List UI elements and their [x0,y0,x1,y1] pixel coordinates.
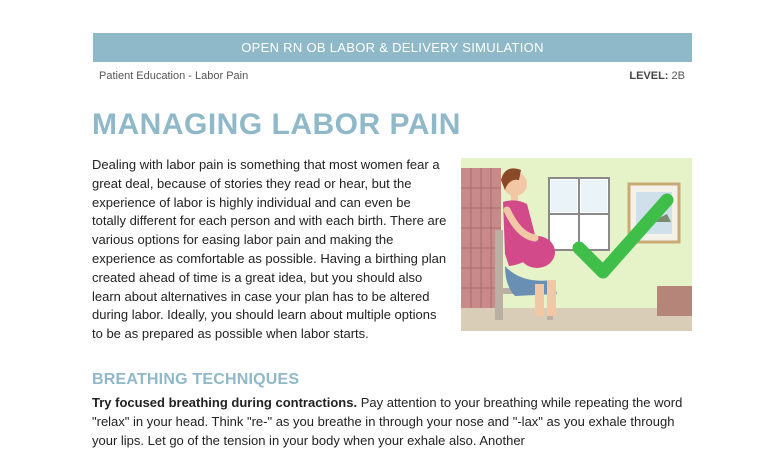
breathing-lead-sentence: Try focused breathing during contractions. [92,395,358,410]
level-label: LEVEL: [629,70,669,82]
intro-paragraph: Dealing with labor pain is something that most women fear a great deal, because of stories they read or hear, but the experience of labor is highly individual and can even be totally different for each person and with each birth. There are various options for easing labor pain and making the experience as comfortable as possible. Having a birthing plan created ahead of time is a great idea, but you should also learn about alternatives in case your plan has to be altered during labor. Ideally, you should learn about multiple options to be as prepared as possible when labor starts. [92,157,447,342]
breathing-paragraph [92,393,692,450]
pregnant-woman-breathing-checkmark-icon [461,158,692,331]
section-heading-breathing: BREATHING TECHNIQUES [92,371,300,388]
level-value: 2B [671,70,685,82]
page-title: MANAGING LABOR PAIN [92,108,461,141]
breathing-body-text: Pay attention to your breathing while repeating the word "relax" in your head. Think "re-" as you breathe in through your nose and "-lax" as you exhale through your lips. Let go of the tension in your body when your exhale also. Another [92,395,683,448]
header-banner: OPEN RN OB LABOR & DELIVERY SIMULATION [93,33,692,62]
level-indicator [629,70,685,82]
document-subtitle: Patient Education - Labor Pain [99,70,249,82]
labor-breathing-illustration [461,158,692,331]
